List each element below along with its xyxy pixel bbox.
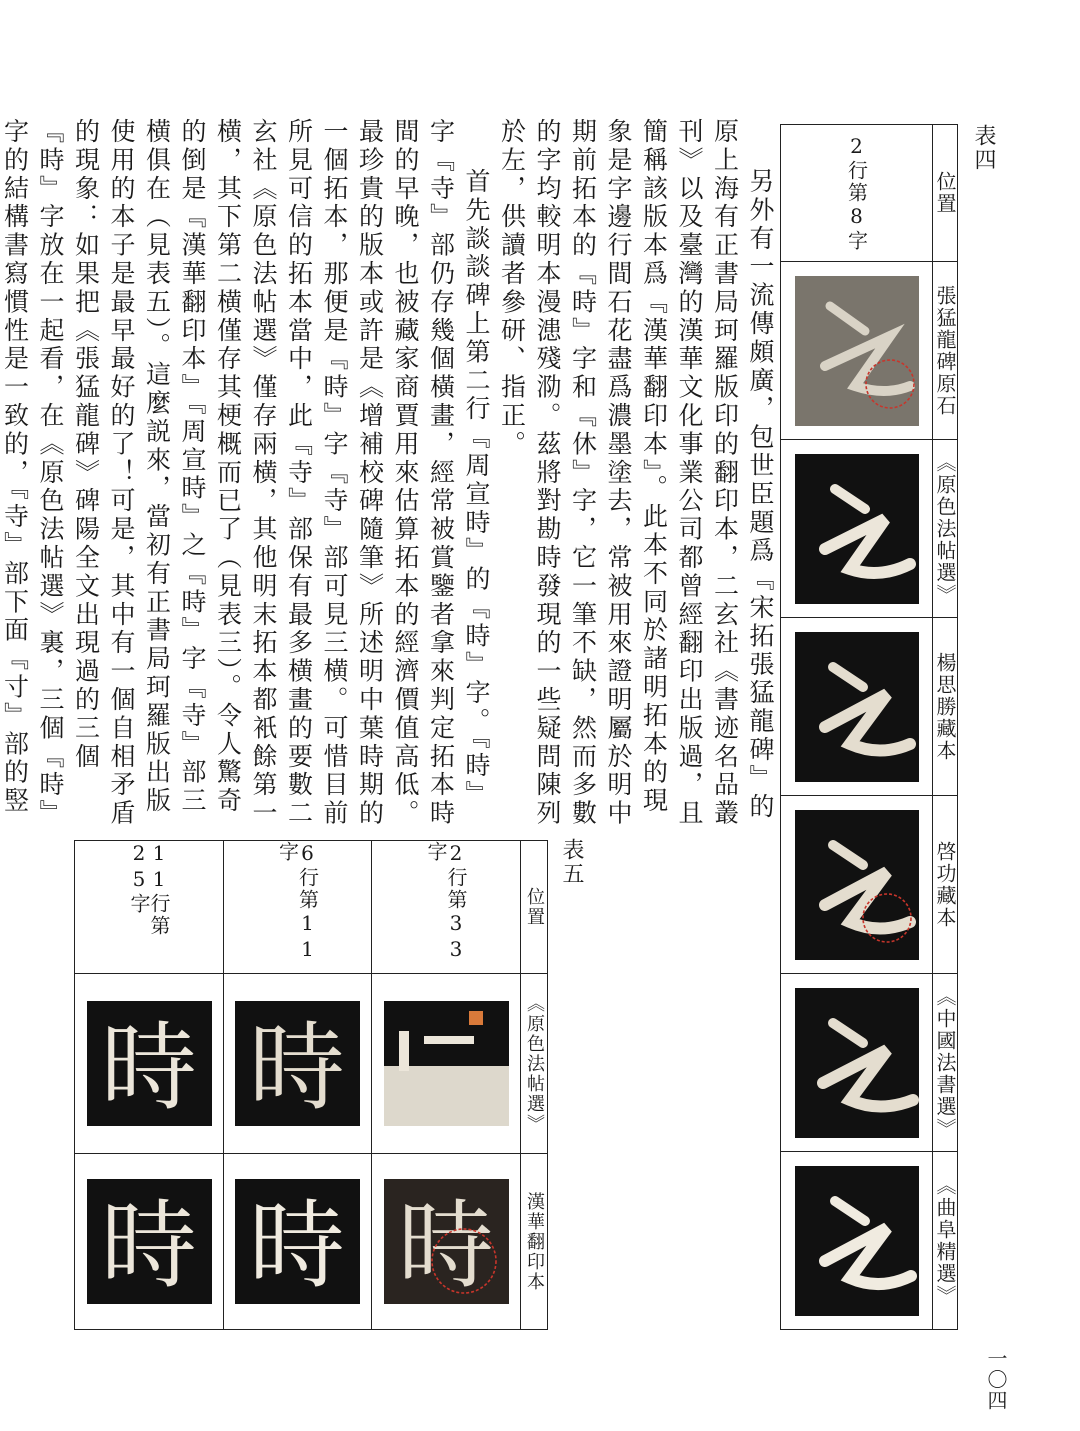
rubbing-image xyxy=(384,1179,509,1304)
glyph: 時 xyxy=(397,1190,494,1302)
table4-col-label: 《曲阜精選》 xyxy=(933,1151,957,1329)
table4 xyxy=(780,124,958,1330)
rubbing-image xyxy=(235,1179,360,1304)
table5-position-cell: 6行第11字 xyxy=(275,841,320,963)
table4-rubbing-cell xyxy=(781,439,932,617)
rubbing-image xyxy=(795,454,919,604)
rubbing-image xyxy=(795,632,919,782)
table4-rubbing-cell xyxy=(781,261,932,439)
body-text xyxy=(0,118,778,828)
table4-rubbing-cell xyxy=(781,795,932,973)
paragraph-2: 首先談談碑上第二行『周宣時』的『時』字。『時』字『寺』部仍存幾個橫畫，經常被賞鑒者拿來判定拓本時間的早晚，也被藏家商賈用來估算拓本的經濟價值高低。最珍貴的版本或許是《增補校碑隨筆》所述明中葉時期的一個拓本，那便是『時』字『寺』部可見三横。可惜目前所見可信的拓本當中，此『寺』部保有最多横畫的要數二玄社《原色法帖選》僅存兩横，其他明末拓本都衹餘第一横，其下第二横僅存其梗概而已了（見表三）。令人驚奇的倒是『漢華翻印本』『周宣時』之『時』字『寺』部三横俱在（見表五）。這麼説來，當初有正書局珂羅版出版使用的本子是最早最好的了！可是，其中有一個自相矛盾的現象：如果把《張猛龍碑》碑陽全文出現過的三個『時』字放在一起看，在《原色法帖選》裏，三個『時』字的結構書寫慣性是一致的，『寺』部下面『寸』部的竪 xyxy=(0,118,491,828)
table5-caption: 表五 xyxy=(559,838,584,886)
table5-position-cell: 11行第25字 xyxy=(127,841,171,937)
table4-col-label: 張猛龍碑原石 xyxy=(933,261,957,439)
table4-caption: 表四 xyxy=(971,124,996,172)
rubbing-image xyxy=(795,810,919,960)
rubbing-image-stone xyxy=(795,276,919,426)
glyph: 時 xyxy=(100,1012,197,1124)
table4-rubbing-cell xyxy=(781,973,932,1151)
table4-header-cell xyxy=(933,125,957,261)
rubbing-image xyxy=(795,988,919,1138)
table5-source-label: 漢華翻印本 xyxy=(521,1153,547,1329)
table5-header-column xyxy=(520,841,547,1329)
table4-col-label: 《原色法帖選》 xyxy=(933,439,957,617)
table4-position-value: 2行第8字 xyxy=(844,134,869,252)
table5-rubbing-cell xyxy=(372,1153,520,1329)
glyph: 時 xyxy=(249,1190,345,1302)
glyph: 時 xyxy=(249,1012,345,1124)
table4-col-label: 啓功藏本 xyxy=(933,795,957,973)
rubbing-image xyxy=(235,1001,360,1126)
glyph: 時 xyxy=(100,1190,197,1302)
page-number: 一〇四 xyxy=(984,1348,1008,1411)
table4-col-label: 《中國法書選》 xyxy=(933,973,957,1151)
table5-source-label: 《原色法帖選》 xyxy=(521,973,547,1153)
table5-column xyxy=(371,841,520,1329)
table4-image-column xyxy=(781,125,932,1329)
paragraph-1: 另外有一流傳頗廣，包世臣題爲『宋拓張猛龍碑』的原上海有正書局珂羅版印的翻印本，二玄社《書迹名品叢刊》以及臺灣的漢華文化事業公司都曾經翻印出版過，且簡稱該版本爲『漢華翻印本』。此本不同於諸明拓本的現象是字邊行間石花盡爲濃墨塗去，常被用來證明屬於明中期前拓本的『時』字和『休』字，它一筆不缺，然而多數的字均較明本漫漶殘泐。茲將對勘時發現的一些疑問陳列於左，供讀者參研、指正。 xyxy=(497,118,775,828)
table5-rubbing-cell xyxy=(75,973,223,1153)
table5-header-cell: 位置 xyxy=(524,887,545,927)
rubbing-image xyxy=(87,1179,212,1304)
table4-col-label: 楊思勝藏本 xyxy=(933,617,957,795)
rubbing-image xyxy=(87,1001,212,1126)
table4-header-label: 位置 xyxy=(933,171,957,215)
table5-rubbing-cell xyxy=(224,1153,371,1329)
table4-position-cell xyxy=(781,125,932,261)
table5-column xyxy=(75,841,223,1329)
table5-rubbing-cell xyxy=(75,1153,223,1329)
rubbing-image xyxy=(795,1166,919,1316)
table4-rubbing-cell xyxy=(781,1151,932,1329)
table5-column xyxy=(223,841,371,1329)
table4-label-column xyxy=(932,125,957,1329)
table5-rubbing-cell xyxy=(372,973,520,1153)
table5-rubbing-cell xyxy=(224,973,371,1153)
table5-position-cell: 2行第33字 xyxy=(424,841,468,963)
table4-rubbing-cell xyxy=(781,617,932,795)
table5 xyxy=(74,840,548,1330)
rubbing-image xyxy=(384,1001,509,1126)
